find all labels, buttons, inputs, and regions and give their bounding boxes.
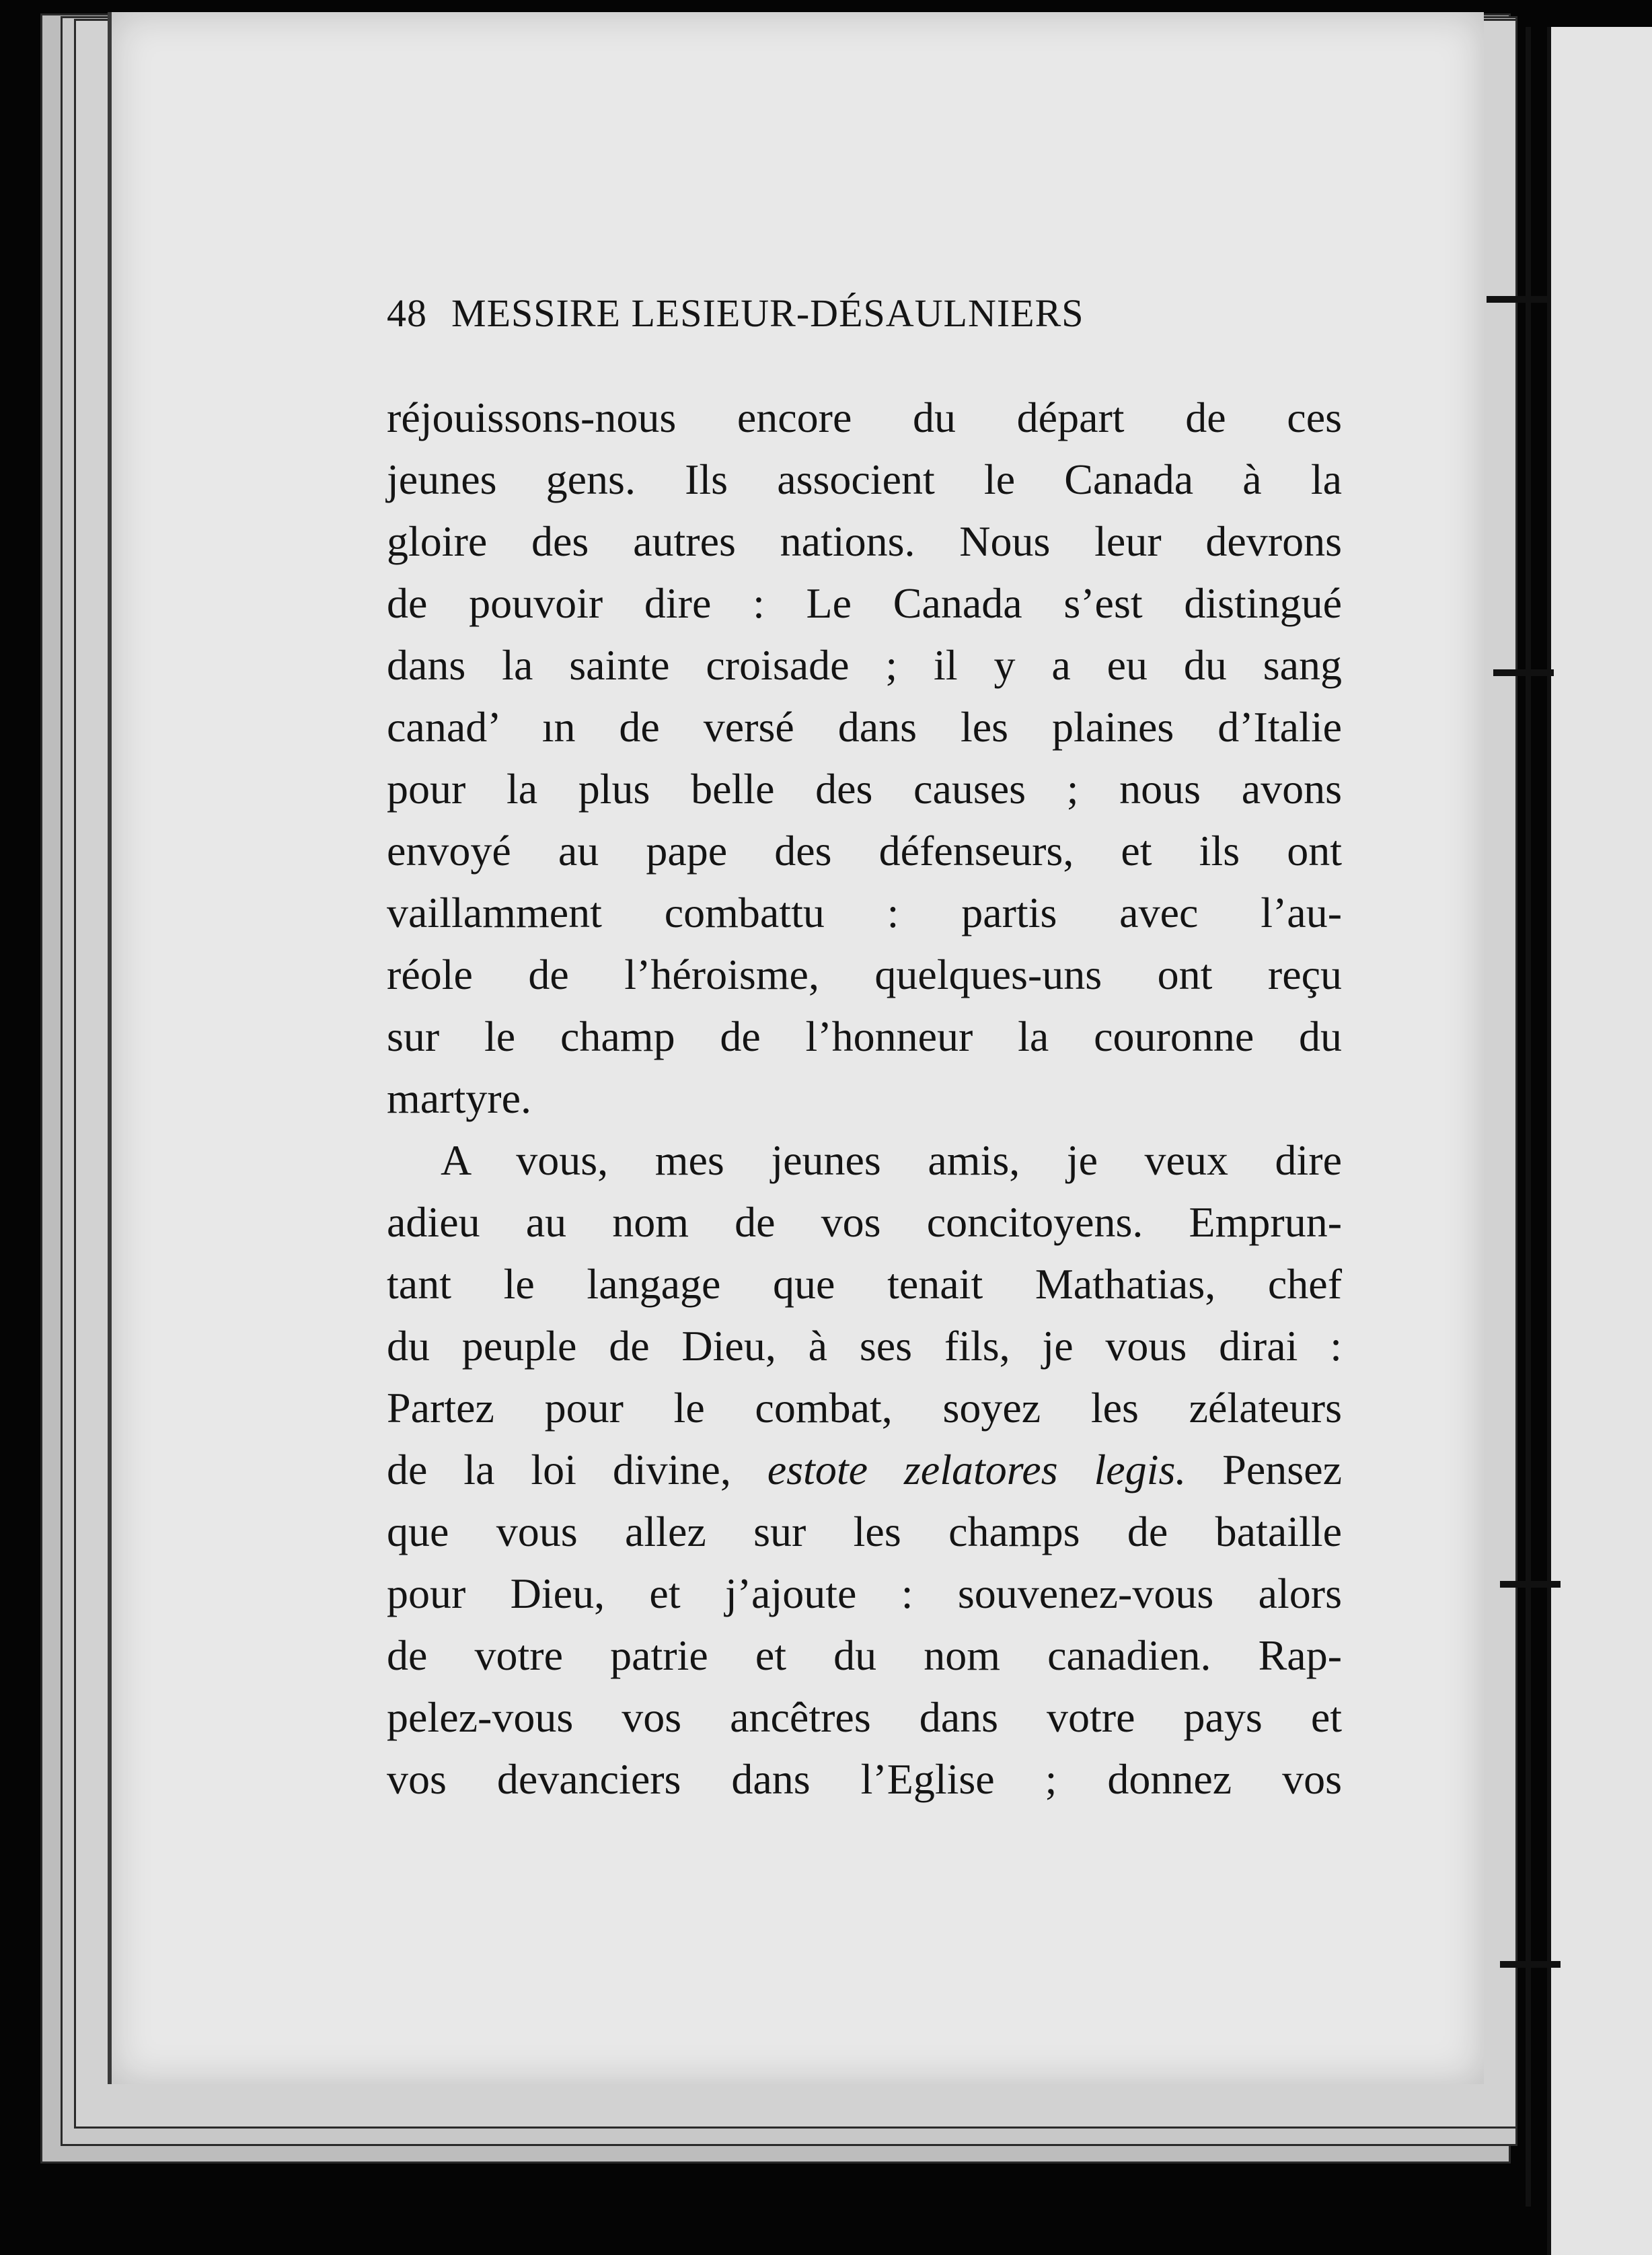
running-header xyxy=(387,291,1342,336)
text-line: pelez-vous vos ancêtres dans votre pays et xyxy=(387,1693,1342,1741)
binding-stitch xyxy=(1487,296,1547,303)
text-line: dans la sainte croisade ; il y a eu du sang xyxy=(387,641,1342,689)
text-line: pour Dieu, et j’ajoute : souvenez-vous alors xyxy=(387,1569,1342,1617)
text-line: que vous allez sur les champs de bataille xyxy=(387,1508,1342,1555)
text-line: réjouissons-nous encore du départ de ces xyxy=(387,394,1342,441)
text-line: tant le langage que tenait Mathatias, chef xyxy=(387,1260,1342,1308)
text-line: réole de l’héroisme, quelques-uns ont reçu xyxy=(387,951,1342,998)
binding-line xyxy=(1526,27,1531,2207)
text-line: pour la plus belle des causes ; nous avons xyxy=(387,765,1342,813)
text-line-mixed xyxy=(387,1439,1342,1501)
text-line: de votre patrie et du nom canadien. Rap- xyxy=(387,1631,1342,1679)
facing-page xyxy=(1547,27,1652,2255)
running-title: MESSIRE LESIEUR-DÉSAULNIERS xyxy=(451,291,1084,335)
text-line: adieu au nom de vos concitoyens. Emprun- xyxy=(387,1198,1342,1246)
text-line: A vous, mes jeunes amis, je veux dire xyxy=(441,1136,1342,1184)
text-line: du peuple de Dieu, à ses fils, je vous dirai : xyxy=(387,1322,1342,1370)
latin-quote: estote zelatores legis. xyxy=(767,1446,1187,1493)
text-line: jeunes gens. Ils associent le Canada à la xyxy=(387,455,1342,503)
text-line: de pouvoir dire : Le Canada s’est distingué xyxy=(387,579,1342,627)
text-line: martyre. xyxy=(387,1074,531,1122)
binding-stitch xyxy=(1493,669,1554,676)
text-line: gloire des autres nations. Nous leur devrons xyxy=(387,517,1342,565)
text-line: envoyé au pape des défenseurs, et ils ont xyxy=(387,827,1342,875)
text-segment: Pensez xyxy=(1186,1446,1343,1493)
text-line: canad’ ın de versé dans les plaines d’Italie xyxy=(387,703,1342,751)
text-line: vos devanciers dans l’Eglise ; donnez vos xyxy=(387,1755,1342,1803)
text-line: vaillamment combattu : partis avec l’au- xyxy=(387,889,1342,936)
page-number: 48 xyxy=(387,291,427,335)
binding-stitch xyxy=(1500,1581,1561,1588)
text-line: sur le champ de l’honneur la couronne du xyxy=(387,1012,1342,1060)
text-segment: de la loi divine, xyxy=(387,1446,767,1493)
body-text xyxy=(387,387,1342,1810)
text-line: Partez pour le combat, soyez les zélateurs xyxy=(387,1384,1342,1432)
binding-stitch xyxy=(1500,1961,1561,1968)
